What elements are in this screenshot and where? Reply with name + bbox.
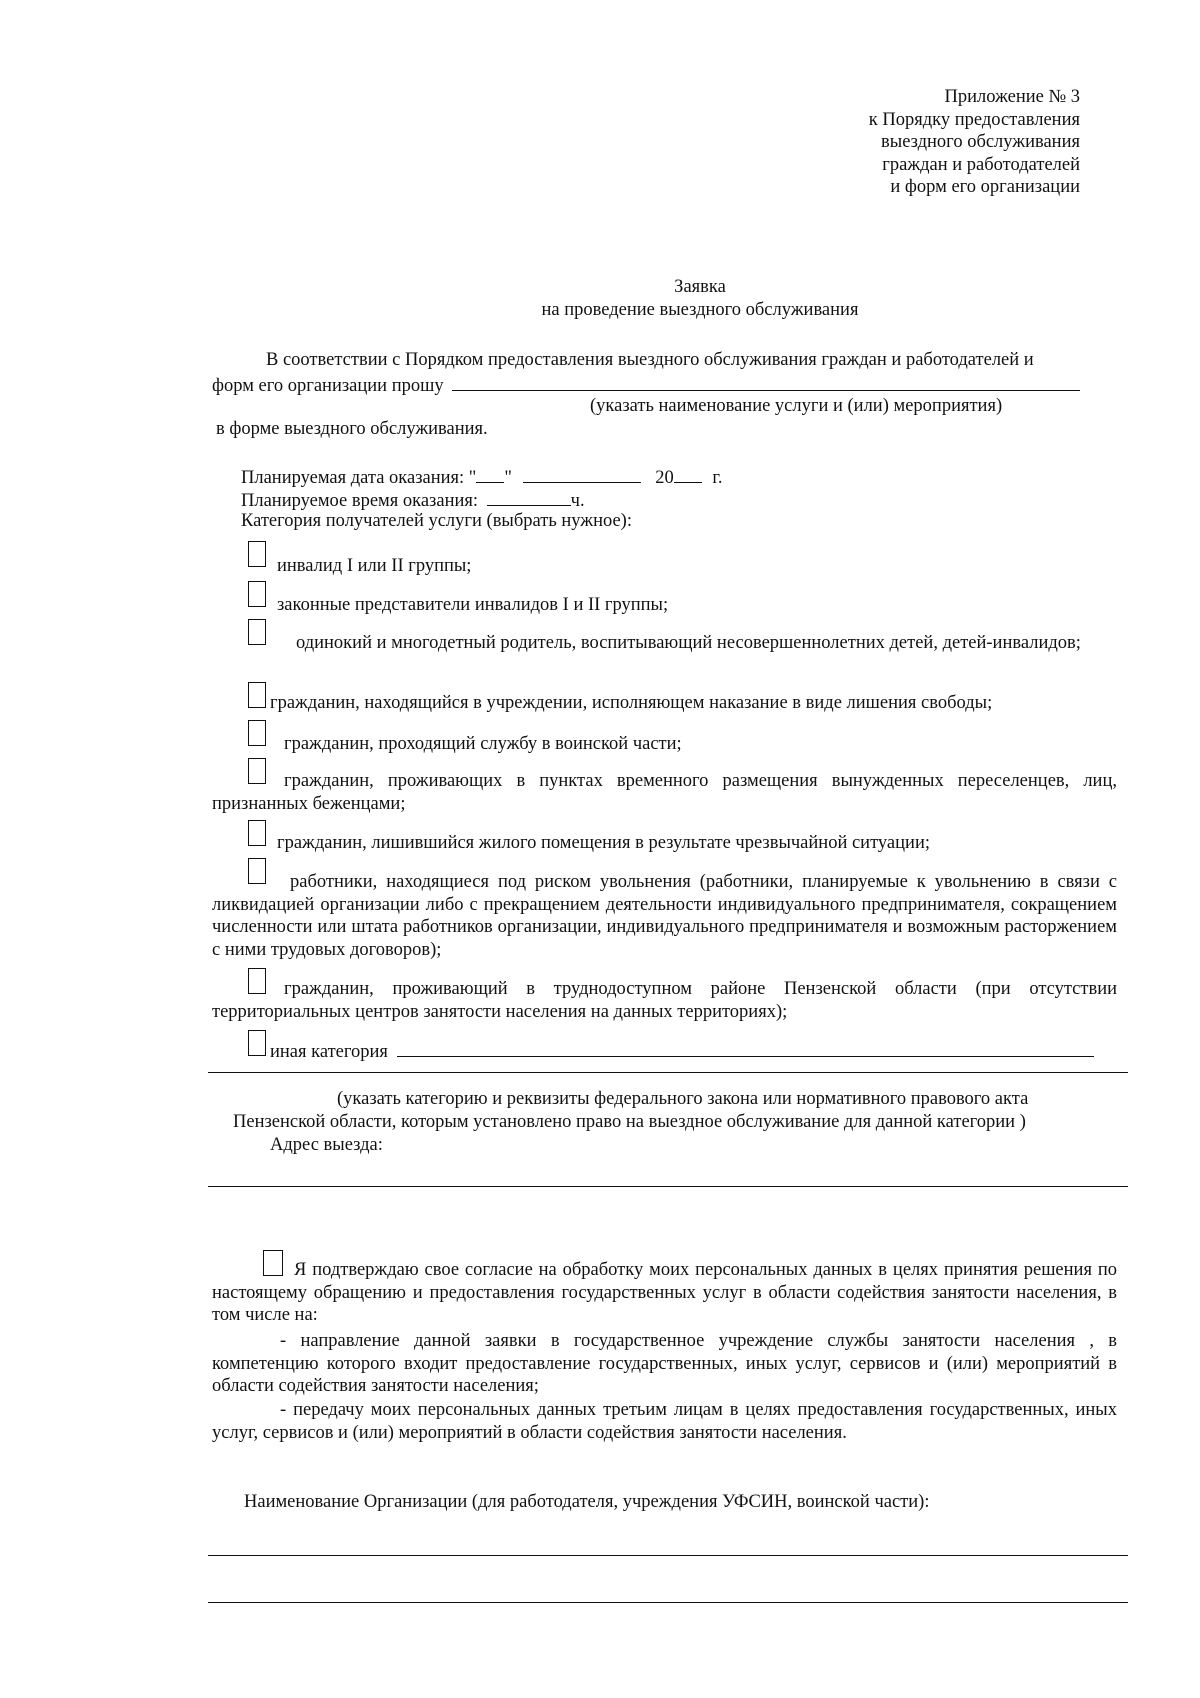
year-suffix: г. <box>712 468 723 488</box>
address-field[interactable] <box>208 1186 1128 1187</box>
checkbox-category-2[interactable] <box>248 581 266 607</box>
quote: " <box>504 468 512 488</box>
time-suffix: ч. <box>570 491 585 511</box>
month-field[interactable] <box>523 464 641 483</box>
annex-line: к Порядку предоставления <box>868 109 1080 130</box>
planned-time-row <box>241 487 585 512</box>
org-label: Наименование Организации (для работодателя, учреждения УФСИН, воинской части): <box>244 1492 930 1512</box>
category-text-4: гражданин, находящийся в учреждении, исполняющем наказание в виде лишения свободы; <box>270 693 993 713</box>
checkbox-category-5[interactable] <box>248 720 266 746</box>
planned-date-row <box>241 464 722 489</box>
other-category-field[interactable] <box>397 1038 1094 1057</box>
checkbox-category-4[interactable] <box>248 682 266 708</box>
category-text-6: гражданин, проживающих в пунктах временного размещения вынужденных переселенцев, лиц, признанных беженцами; <box>212 771 1117 814</box>
planned-time-label: Планируемое время оказания: <box>241 491 479 511</box>
service-name-field[interactable] <box>452 372 1080 391</box>
title-line: на проведение выездного обслуживания <box>541 299 859 320</box>
category-text-9: гражданин, проживающий в труднодоступном районе Пензенской области (при отсутствии территориальных центров занятости населения на данных территориях); <box>212 979 1117 1022</box>
category-other-row <box>270 1038 1094 1063</box>
checkbox-category-7[interactable] <box>248 820 266 846</box>
address-label: Адрес выезда: <box>270 1135 383 1155</box>
checkbox-category-10[interactable] <box>248 1030 266 1056</box>
category-text-7: гражданин, лишившийся жилого помещения в результате чрезвычайной ситуации; <box>277 833 930 853</box>
annex-line: выездного обслуживания <box>881 132 1080 152</box>
category-label: Категория получателей услуги (выбрать нужное): <box>241 511 632 531</box>
category-text-2: законные представители инвалидов I и II группы; <box>277 595 669 615</box>
checkbox-category-1[interactable] <box>248 541 266 567</box>
category-text-10: иная категория <box>270 1042 388 1062</box>
category-text-5: гражданин, проходящий службу в воинской части; <box>284 734 682 754</box>
annex-line: и форм его организации <box>890 177 1080 197</box>
consent-item-1: - направление данной заявки в государственное учреждение службы занятости населения , в компетенцию которого входит предоставление государственных, иных услуг, сервисов и (или) мероприятий в области содействия занятости населения; <box>212 1331 1117 1396</box>
annex-line: Приложение № 3 <box>944 87 1080 107</box>
org-field-line-2[interactable] <box>208 1602 1128 1603</box>
consent-text: Я подтверждаю свое согласие на обработку моих персональных данных в целях принятия решения по настоящему обращению и предоставления государственных услуг в области содействия занятости населения, в том числе на: <box>212 1260 1117 1325</box>
service-hint: (указать наименование услуги и (или) мероприятия) <box>590 396 1003 416</box>
intro-request-label <box>212 372 1080 397</box>
planned-date-label: Планируемая дата оказания: " <box>241 468 477 488</box>
time-field[interactable] <box>487 487 571 506</box>
other-hint-line: (указать категорию и реквизиты федерального закона или нормативного правового акта <box>337 1089 1029 1109</box>
day-field[interactable] <box>476 464 504 483</box>
intro-line: В соответствии с Порядком предоставления выездного обслуживания граждан и работодателей и <box>266 350 1034 370</box>
intro-line: форм его организации прошу <box>212 376 444 396</box>
other-category-line[interactable] <box>208 1072 1128 1073</box>
consent-item-2: - передачу моих персональных данных третьим лицам в целях предоставления государственных, иных услуг, сервисов и (или) мероприятий в области содействия занятости населения. <box>212 1400 1117 1443</box>
org-field-line-1[interactable] <box>208 1555 1128 1556</box>
form-title <box>390 276 1010 321</box>
category-text-1: инвалид I или II группы; <box>277 556 472 576</box>
annex-header <box>580 86 1080 199</box>
category-text-3: одинокий и многодетный родитель, воспитывающий несовершеннолетних детей, детей-инвалидов; <box>296 633 1081 653</box>
other-hint-line: Пензенской области, которым установлено право на выездное обслуживание для данной категории ) <box>233 1112 1026 1132</box>
intro-line: в форме выездного обслуживания. <box>216 419 488 439</box>
year-field[interactable] <box>674 464 702 483</box>
title-line: Заявка <box>674 277 726 297</box>
category-text-8: работники, находящиеся под риском увольнения (работники, планируемые к увольнению в связи с ликвидацией организации либо с прекращением деятельности индивидуального предпринимателя, сокращением численности или штата работников организации, индивидуального предпринимателя и возможным расторжением с ними трудовых договоров); <box>212 872 1117 960</box>
year-prefix: 20 <box>655 468 674 488</box>
annex-line: граждан и работодателей <box>882 154 1080 175</box>
